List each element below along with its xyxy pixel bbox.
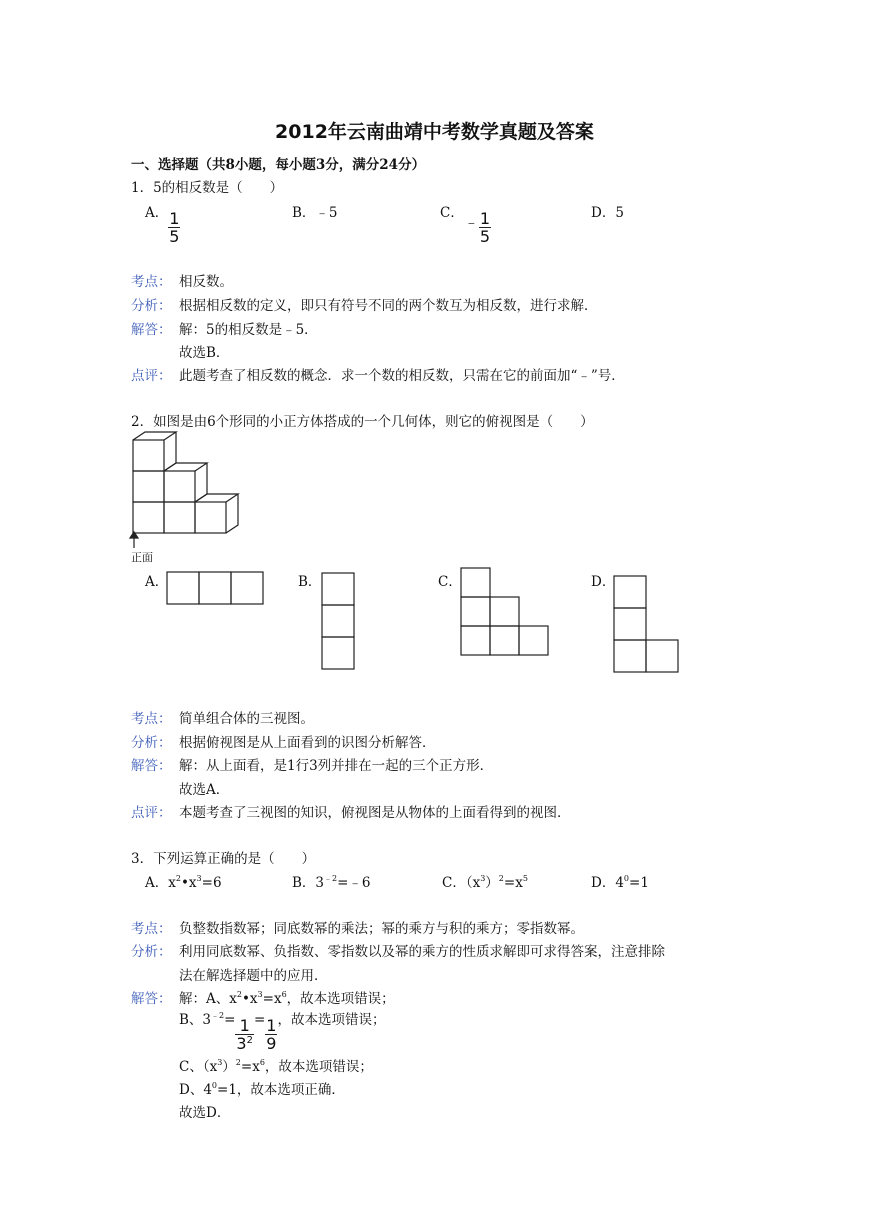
q2-dianping-label: 点评：	[131, 805, 172, 821]
q1-jieda-label: 解答：	[131, 322, 172, 338]
q1-option-c-fraction: $\frac{1}{5}$	[479, 209, 491, 246]
q2-jieda-label: 解答：	[131, 758, 172, 774]
q1-answer: 故选B．	[179, 345, 230, 361]
q1-option-c-label: C．	[440, 205, 464, 221]
section-heading: 一、选择题（共8小题，每小题3分，满分24分）	[131, 157, 426, 173]
q3-jieda-b-fraction1: $\frac{1}{3^2}$	[236, 1016, 253, 1053]
q3-fenxi-line1: 利用同底数幂、负指数、零指数以及幂的乘方的性质求解即可求得答案，注意排除	[179, 944, 665, 960]
q3-jieda-label: 解答：	[131, 991, 172, 1007]
q3-jieda-b-fraction2: $\frac{1}{9}$	[266, 1016, 277, 1053]
q1-fenxi-label: 分析：	[131, 298, 172, 314]
q3-jieda-b: B、$3^{﹣2}=$ $\frac{1}{3^2}$ = $\frac{1}{9}$ ，故本选项错误；	[179, 1011, 386, 1053]
q2-fenxi: 根据俯视图是从上面看到的识图分析解答．	[179, 735, 436, 751]
q3-stem: 3．下列运算正确的是（ ）	[131, 851, 316, 867]
q1-jieda: 解：5的相反数是﹣5．	[179, 322, 318, 338]
q2-option-a: A．	[145, 574, 169, 590]
q1-option-b: B．﹣5	[292, 205, 338, 221]
q3-option-c: C．$(x^3)^2=x^5$	[442, 874, 528, 891]
q1-kaodian: 相反数。	[179, 274, 233, 290]
q1-kaodian-label: 考点：	[131, 274, 172, 290]
page-title: 2012年云南曲靖中考数学真题及答案	[275, 121, 594, 143]
q2-kaodian: 简单组合体的三视图。	[179, 711, 314, 727]
q2-answer: 故选A．	[179, 782, 230, 798]
q2-dianping: 本题考查了三视图的知识，俯视图是从物体的上面看得到的视图．	[179, 805, 571, 821]
q3-answer: 故选D．	[179, 1105, 231, 1121]
q2-view-b	[322, 573, 354, 669]
q2-kaodian-label: 考点：	[131, 711, 172, 727]
q3-fenxi-label: 分析：	[131, 944, 172, 960]
q2-fenxi-label: 分析：	[131, 735, 172, 751]
q2-option-d: D．	[591, 574, 616, 590]
q3-option-b: B．$3^{﹣2}=﹣6$	[292, 874, 371, 891]
q2-stem: 2．如图是由6个形同的小正方体搭成的一个几何体，则它的俯视图是（ ）	[131, 414, 594, 430]
q1-option-c-sign: ﹣	[463, 213, 479, 231]
q1-option-a-label: A．	[145, 205, 169, 221]
q2-option-c: C．	[438, 574, 462, 590]
q1-stem: 1．5的相反数是（ ）	[131, 180, 284, 196]
q3-option-d: D．$4^0=1$	[591, 874, 649, 891]
q3-kaodian-label: 考点：	[131, 921, 172, 937]
q2-front-label: 正面	[131, 551, 153, 564]
q2-view-a	[167, 572, 263, 604]
q2-view-c	[461, 568, 548, 655]
q2-option-b: B．	[298, 574, 322, 590]
q1-fenxi: 根据相反数的定义，即只有符号不同的两个数互为相反数，进行求解．	[179, 298, 598, 314]
q3-jieda-c: C、$(x^3)^2=x^6$，故本选项错误；	[179, 1058, 373, 1075]
q3-jieda-a: 解：A、$x^2•x^3=x^6$，故本选项错误；	[179, 990, 395, 1007]
q3-option-a: A．$x^2•x^3=6$	[145, 874, 222, 891]
q1-dianping-label: 点评：	[131, 368, 172, 384]
q1-dianping: 此题考查了相反数的概念．求一个数的相反数，只需在它的前面加“﹣”号．	[179, 368, 625, 384]
q3-kaodian: 负整数指数幂；同底数幂的乘法；幂的乘方与积的乘方；零指数幂。	[179, 921, 584, 937]
q3-fenxi-line2: 法在解选择题中的应用．	[179, 968, 328, 984]
q2-view-d	[614, 576, 678, 672]
q2-jieda: 解：从上面看，是1行3列并排在一起的三个正方形．	[179, 758, 494, 774]
q3-jieda-d: D、$4^0=1$，故本选项正确．	[179, 1081, 345, 1098]
q1-option-a-fraction: $\frac{1}{5}$	[169, 209, 180, 246]
q1-option-d: D．5	[591, 205, 624, 221]
